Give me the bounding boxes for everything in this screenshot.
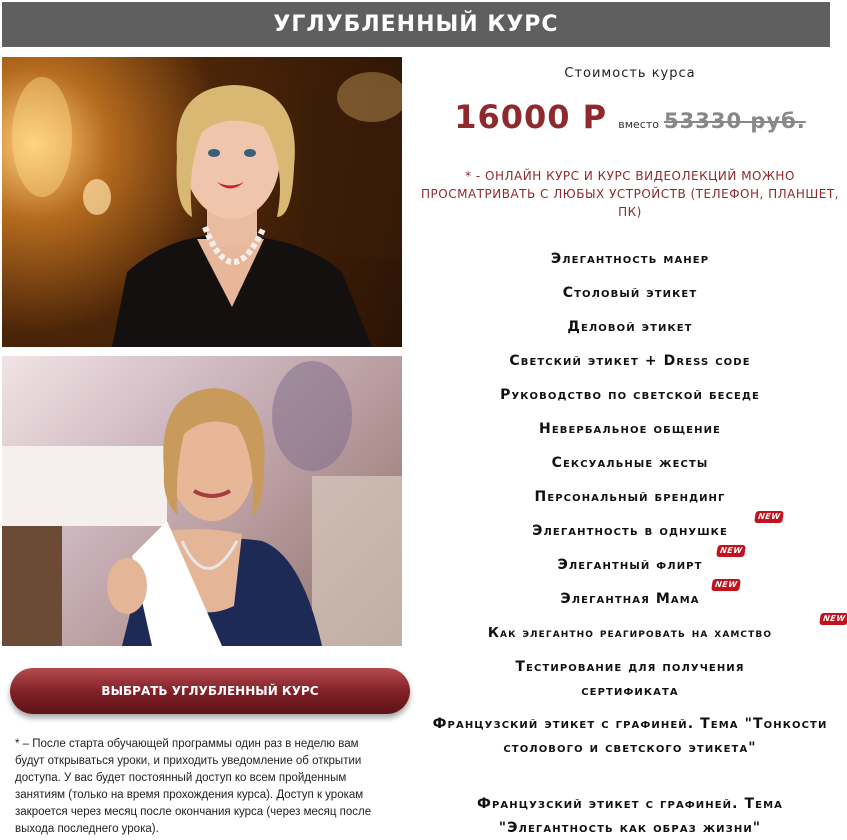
feature-label: Французский этикет с графиней. Тема "Тонкости столового и светского этикета" xyxy=(432,716,828,756)
feature-label: Светский этикет + Dress code xyxy=(509,353,751,369)
new-badge: NEW xyxy=(819,613,847,625)
course-features-list xyxy=(420,247,847,840)
feature-label: Тестирование для получения сертификата xyxy=(515,659,745,699)
feature-item xyxy=(420,315,840,349)
price-row xyxy=(420,98,840,136)
feature-item xyxy=(420,349,840,383)
feature-item xyxy=(420,451,840,485)
new-badge: NEW xyxy=(716,545,746,557)
feature-item xyxy=(420,655,840,712)
choose-advanced-course-button[interactable]: ВЫБРАТЬ УГЛУБЛЕННЫЙ КУРС xyxy=(10,668,410,714)
feature-label: Деловой этикет xyxy=(567,319,693,335)
page-title: УГЛУБЛЕННЫЙ КУРС xyxy=(2,2,830,47)
online-course-note: * - ОНЛАЙН КУРС И КУРС ВИДЕОЛЕКЦИЙ МОЖНО ПРОСМАТРИВАТЬ С ЛЮБЫХ УСТРОЙСТВ (ТЕЛЕФОН, ПЛАНШЕТ, ПК) xyxy=(421,169,839,219)
instead-label: вместо xyxy=(618,118,659,131)
current-price: 16000 Р xyxy=(454,98,608,136)
feature-label: Руководство по светской беседе xyxy=(500,387,760,403)
instructor-photo-1 xyxy=(2,57,402,347)
new-badge: NEW xyxy=(754,511,784,523)
feature-item xyxy=(420,512,840,553)
price-label: Стоимость курса xyxy=(564,66,696,81)
feature-label: Столовый этикет xyxy=(562,285,698,301)
old-price: 53330 руб. xyxy=(664,109,806,133)
feature-label: Персональный брендинг xyxy=(534,489,726,505)
feature-label: Французский этикет с графиней. Тема "Элегантность как образ жизни" xyxy=(476,796,784,836)
new-badge: NEW xyxy=(711,579,741,591)
feature-label: Элегантность манер xyxy=(550,251,710,267)
feature-label: Элегантная Мама xyxy=(560,591,700,607)
feature-item xyxy=(420,546,840,587)
feature-item xyxy=(420,792,840,840)
feature-item xyxy=(420,417,840,451)
feature-label: Как элегантно реагировать на хамство xyxy=(487,625,773,641)
feature-label: Элегантный флирт xyxy=(557,557,703,573)
feature-item xyxy=(420,281,840,315)
feature-item xyxy=(420,712,840,792)
instructor-photo-2 xyxy=(2,356,402,646)
feature-item xyxy=(420,247,840,281)
feature-item xyxy=(420,383,840,417)
feature-item xyxy=(420,580,840,621)
feature-label: Элегантность в однушке xyxy=(532,523,728,539)
feature-label: Невербальное общение xyxy=(539,421,721,437)
feature-item xyxy=(420,614,847,655)
access-footnote: * – После старта обучающей программы один раз в неделю вам будут открываться уроки, и приходить уведомление об открытии доступа. У вас будет постоянный доступ ко всем пройденным занятиям (только на время прохождения курса). Доступ к урокам закроется через месяц после окончания курса (через месяц после выхода последнего урока). xyxy=(15,738,372,835)
feature-label: Сексуальные жесты xyxy=(551,455,709,471)
